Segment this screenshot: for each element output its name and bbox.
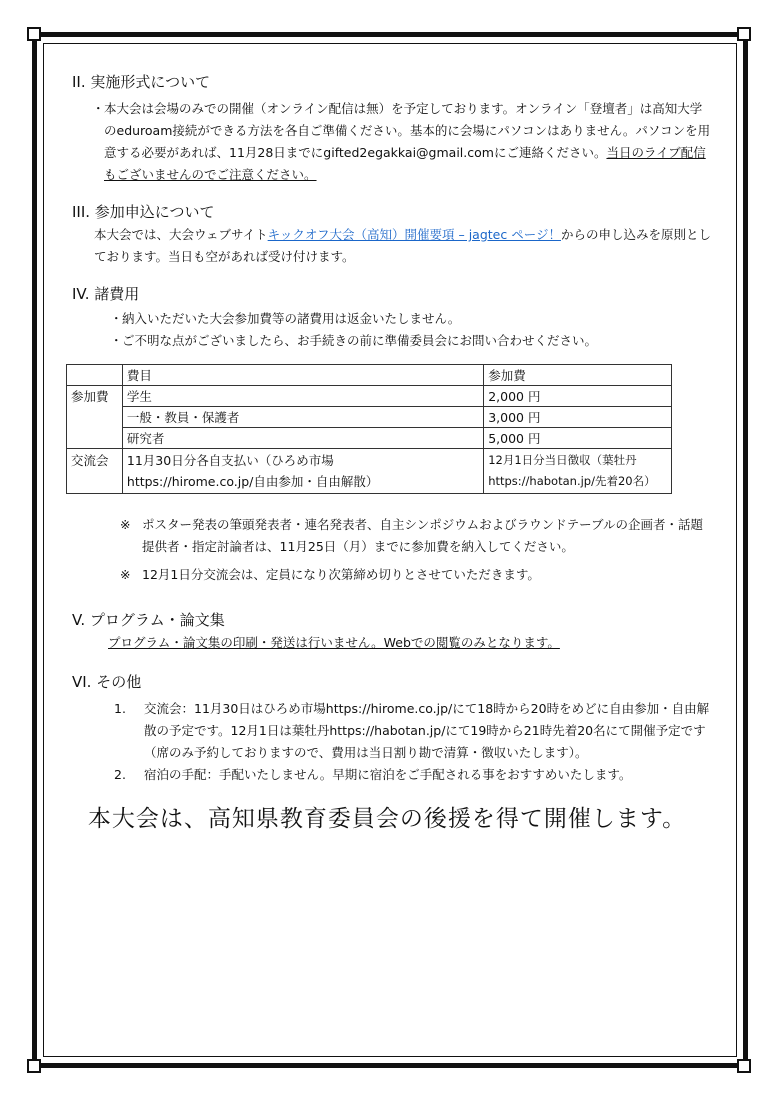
fee-note — [62, 564, 712, 586]
section-format — [62, 72, 712, 186]
list-number: 2. — [114, 767, 126, 782]
table-row — [67, 407, 672, 428]
list-item-text: 交流会：11月30日はひろめ市場https://hirome.co.jp/にて18時から20時をめどに自由参加・自由解散の予定です。12月1日は葉牡丹https://habotan.jp/にて19時から21時先着20名にて開催予定です（席のみ予約しておりますので、費用は当日割り勘で清算・徴収いたします）。 — [144, 701, 710, 760]
list-number: 1. — [114, 701, 126, 716]
application-text: からの申し込みを原則としております。当日も空があれば受け付けます。 — [94, 227, 711, 264]
table-row — [67, 449, 672, 494]
application-paragraph — [62, 224, 712, 268]
table-group-label: 交流会 — [67, 449, 123, 494]
corner-ornament — [27, 1059, 41, 1073]
section-heading: IV. 諸費用 — [72, 285, 140, 303]
table-cell: 2,000 円 — [484, 386, 672, 407]
table-cell — [67, 407, 123, 428]
cell-line: 12月1日分当日徴収（葉牡丹 — [488, 453, 637, 467]
section-heading: V. プログラム・論文集 — [72, 611, 225, 629]
section-fees — [62, 284, 712, 586]
fees-bullet — [62, 308, 712, 330]
table-cell: 3,000 円 — [484, 407, 672, 428]
cell-line: 11月30日分各自支払い（ひろめ市場 — [126, 453, 334, 468]
section-heading: VI. その他 — [72, 673, 142, 691]
format-paragraph — [62, 98, 712, 186]
table-cell — [67, 365, 123, 386]
fees-bullet-text: ご不明な点がございましたら、お手続きの前に準備委員会にお問い合わせください。 — [122, 333, 598, 348]
cell-line: https://habotan.jp/先着20名） — [488, 474, 656, 488]
table-cell — [67, 428, 123, 449]
table-header: 費目 — [122, 365, 483, 386]
corner-ornament — [737, 1059, 751, 1073]
fee-note — [62, 514, 712, 558]
note-mark: ※ — [120, 567, 131, 582]
table-row — [67, 428, 672, 449]
corner-ornament — [27, 27, 41, 41]
table-header: 参加費 — [484, 365, 672, 386]
table-cell: 一般・教員・保護者 — [122, 407, 483, 428]
table-cell: 研究者 — [122, 428, 483, 449]
closing-statement: 本大会は、高知県教育委員会の後援を得て開催します。 — [87, 806, 687, 832]
application-text: 本大会では、大会ウェブサイト — [94, 227, 268, 242]
list-item-text: 宿泊の手配：手配いたしません。早期に宿泊をご手配される事をおすすめいたします。 — [144, 767, 632, 782]
table-cell — [122, 449, 483, 494]
list-item — [62, 698, 712, 764]
format-text-underlined: 当日のライブ配信もございませんのでご注意ください。 — [104, 145, 706, 182]
table-row — [67, 365, 672, 386]
note-mark: ※ — [120, 517, 131, 532]
section-other — [62, 672, 712, 786]
bullet-mark: ・ — [92, 101, 105, 116]
kickoff-page-link[interactable]: キックオフ大会（高知）開催要項 – jagtec ページ！ — [267, 227, 561, 242]
table-cell — [484, 449, 672, 494]
corner-ornament — [737, 27, 751, 41]
fees-bullet — [62, 330, 712, 352]
fees-bullet-text: 納入いただいた大会参加費等の諸費用は返金いたしません。 — [122, 311, 461, 326]
section-heading: III. 参加申込について — [72, 203, 215, 221]
note-text: ポスター発表の筆頭発表者・連名発表者、自主シンポジウムおよびラウンドテーブルの企画者・話題提供者・指定討論者は、11月25日（月）までに参加費を納入してください。 — [142, 517, 703, 554]
bullet-mark: ・ — [110, 333, 123, 348]
section-application — [62, 202, 712, 268]
document-body — [62, 72, 712, 833]
program-text: プログラム・論文集の印刷・発送は行いません。Webでの閲覧のみとなります。 — [108, 635, 560, 650]
list-item — [62, 764, 712, 786]
section-program — [62, 610, 712, 654]
table-row — [67, 386, 672, 407]
cell-line: https://hirome.co.jp/自由参加・自由解散） — [126, 474, 379, 489]
fee-table — [66, 364, 672, 494]
bullet-mark: ・ — [110, 311, 123, 326]
note-text: 12月1日分交流会は、定員になり次第締め切りとさせていただきます。 — [142, 567, 540, 582]
program-paragraph — [62, 632, 712, 654]
table-group-label: 参加費 — [67, 386, 123, 407]
section-heading: II. 実施形式について — [72, 73, 211, 91]
format-text: 本大会は会場のみでの開催（オンライン配信は無）を予定しております。オンライン「登壇者」は高知大学のeduroam接続ができる方法を各自ご準備ください。基本的に会場にパソコンはありません。パソコンを用意する必要があれば、11月28日までにgifted2egakkai@gmail.comにご連絡ください。 — [104, 101, 711, 160]
table-cell: 学生 — [122, 386, 483, 407]
table-cell: 5,000 円 — [484, 428, 672, 449]
